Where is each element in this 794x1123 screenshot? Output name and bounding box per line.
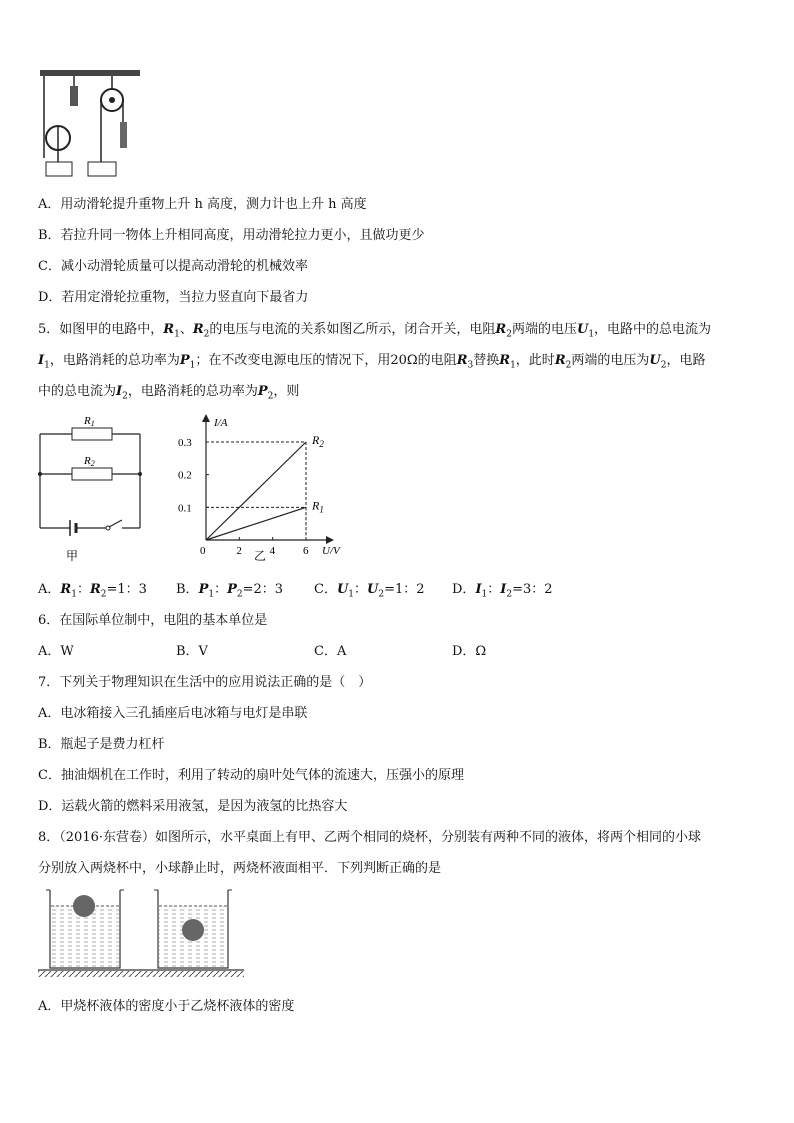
ball-in-yi: [182, 919, 204, 941]
q5-option-a: A．$R_1$：$R_2=1$：3: [38, 582, 147, 600]
q4-option-c: C．减小动滑轮质量可以提高动滑轮的机械效率: [38, 259, 308, 274]
y-axis-label: I/A: [214, 417, 228, 429]
q4-option-a: A．用动滑轮提升重物上升 h 高度，测力计也上升 h 高度: [38, 197, 367, 212]
q8-stem-line-2: 分别放入两烧杯中，小球静止时，两烧杯液面相平．下列判断正确的是: [38, 861, 442, 876]
iu-graph: [176, 412, 356, 564]
q5-stem-line-3: 中的总电流为$I_2$，电路消耗的总功率为$P_2$，则: [38, 384, 300, 402]
y-axis-arrow: [202, 414, 210, 422]
q5-option-c: C．$U_1$：$U_2=1$：2: [314, 582, 425, 600]
q4-option-d: D．若用定滑轮拉重物，当拉力竖直向下最省力: [38, 290, 309, 305]
q8-option-a: A．甲烧杯液体的密度小于乙烧杯液体的密度: [38, 999, 295, 1014]
circuit-label: 甲: [66, 549, 79, 563]
r1-label: R1: [84, 415, 95, 428]
y-tick-label-0.2: 0.2: [178, 469, 192, 482]
q6-option-d: D．Ω: [452, 644, 487, 659]
q5-stem-line-2: $I_1$，电路消耗的总功率为$P_1$；在不改变电源电压的情况下，用20Ω的电阻$R_3$替换$R_1$，此时$R_2$两端的电压为$U_2$，电路: [38, 353, 706, 371]
x-tick-label-0: 0: [200, 545, 206, 557]
q7-option-a: A．电冰箱接入三孔插座后电冰箱与电灯是串联: [38, 706, 308, 721]
q7-stem: 7．下列关于物理知识在生活中的应用说法正确的是（ ）: [38, 675, 372, 690]
q6-option-a: A．W: [38, 644, 74, 659]
q6-stem: 6．在国际单位制中，电阻的基本单位是: [38, 613, 268, 628]
x-axis-label: U/V: [322, 545, 340, 557]
graph-label: 乙: [254, 549, 267, 563]
r2-label: R2: [84, 455, 95, 468]
circuit-diagram: [36, 410, 146, 568]
q5-stem-line-1: 5．如图甲的电路中，$R_1$、$R_2$的电压与电流的关系如图乙所示，闭合开关，电阻$R_2$两端的电压$U_1$，电路中的总电流为: [38, 322, 712, 340]
series-line-R2: [206, 442, 306, 540]
q6-option-b: B．V: [176, 644, 208, 659]
beaker-jia: [46, 890, 124, 968]
q7-option-c: C．抽油烟机在工作时，利用了转动的扇叶处气体的流速大，压强小的原理: [38, 768, 464, 783]
q7-option-d: D．运载火箭的燃料采用液氢，是因为液氢的比热容大: [38, 799, 348, 814]
series-label-R2: $R_2$: [312, 433, 324, 449]
x-tick-label-4: 4: [269, 545, 276, 557]
q4-option-b: B．若拉升同一物体上升相同高度，用动滑轮拉力更小，且做功更少: [38, 228, 425, 243]
y-tick-label-0.3: 0.3: [178, 437, 192, 449]
x-tick-label-2: 2: [236, 545, 242, 557]
y-tick-label-0.1: 0.1: [178, 502, 192, 515]
x-tick-label-6: 6: [303, 545, 309, 557]
ball-in-jia: [73, 895, 95, 917]
pulley-figure: [36, 66, 146, 178]
q6-option-c: C．A: [314, 644, 347, 659]
series-label-R1: $R_1$: [312, 498, 324, 515]
x-axis-arrow: [326, 536, 334, 544]
q5-option-d: D．$I_1$：$I_2=3$：2: [452, 582, 553, 600]
series-line-R1: [206, 507, 306, 540]
q8-stem-line-1: 8．（2016·东营卷）如图所示，水平桌面上有甲、乙两个相同的烧杯，分别装有两种不同的液体，将两个相同的小球: [38, 830, 701, 845]
q5-option-b: B．$P_1$：$P_2=2$：3: [176, 582, 284, 600]
beakers-figure: [36, 884, 246, 982]
beaker-yi: [154, 890, 232, 968]
q7-option-b: B．瓶起子是费力杠杆: [38, 737, 165, 752]
